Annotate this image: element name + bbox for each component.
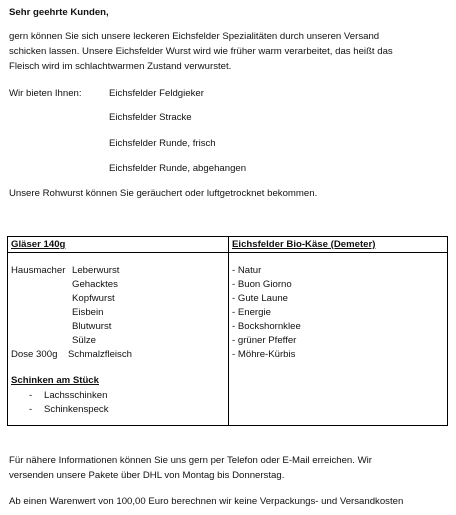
table-header-divider [8,252,447,253]
intro-line-2: schicken lassen. Unsere Eichsfelder Wurst wird wie früher warm verarbeitet, das heißt das [9,46,393,57]
liver-variant: Gehacktes [72,279,118,290]
offer-item: Eichsfelder Feldgieker [109,88,204,99]
offer-item: Eichsfelder Stracke [109,112,192,123]
cheese-item: - Möhre-Kürbis [232,349,296,360]
liver-prefix: Hausmacher [11,265,66,276]
cheese-item: - Natur [232,265,262,276]
info-line-1: Für nähere Informationen können Sie uns gern per Telefon oder E-Mail erreichen. Wir [9,455,372,466]
cheese-item: - Gute Laune [232,293,289,304]
dose-prefix: Dose 300g [11,349,58,360]
product-table [7,236,448,426]
shipping-line: Ab einen Warenwert von 100,00 Euro berechnen wir keine Verpackungs- und Versandkosten [9,496,404,507]
ham-bullet: - [29,390,33,401]
liver-variant: Blutwurst [72,321,112,332]
liver-variant: Kopfwurst [72,293,115,304]
cheese-item: - Bockshornklee [232,321,301,332]
ham-item: Schinkenspeck [44,404,109,415]
cheese-item: - grüner Pfeffer [232,335,297,346]
cheese-item: - Buon Giorno [232,279,292,290]
offer-label: Wir bieten Ihnen: [9,88,82,99]
offer-item: Eichsfelder Runde, frisch [109,138,216,149]
liver-variant: Eisbein [72,307,104,318]
info-line-2: versenden unsere Pakete über DHL von Montag bis Donnerstag. [9,470,285,481]
ham-bullet: - [29,404,33,415]
intro-line-1: gern können Sie sich unsere leckeren Eichsfelder Spezialitäten durch unseren Versand [9,31,380,42]
offer-item: Eichsfelder Runde, abgehangen [109,163,247,174]
ham-header: Schinken am Stück [11,375,99,386]
liver-variant: Sülze [72,335,96,346]
liver-item: Leberwurst [72,265,120,276]
table-column-divider [228,237,229,425]
ham-item: Lachsschinken [44,390,108,401]
cheese-header: Eichsfelder Bio-Käse (Demeter) [232,239,376,250]
greeting: Sehr geehrte Kunden, [9,7,109,18]
rohwurst-line: Unsere Rohwurst können Sie geräuchert oder luftgetrocknet bekommen. [9,188,318,199]
dose-item: Schmalzfleisch [68,349,132,360]
cheese-item: - Energie [232,307,271,318]
glaeser-header: Gläser 140g [11,239,66,250]
intro-line-3: Fleisch wird im schlachtwarmen Zustand verwurstet. [9,61,232,72]
